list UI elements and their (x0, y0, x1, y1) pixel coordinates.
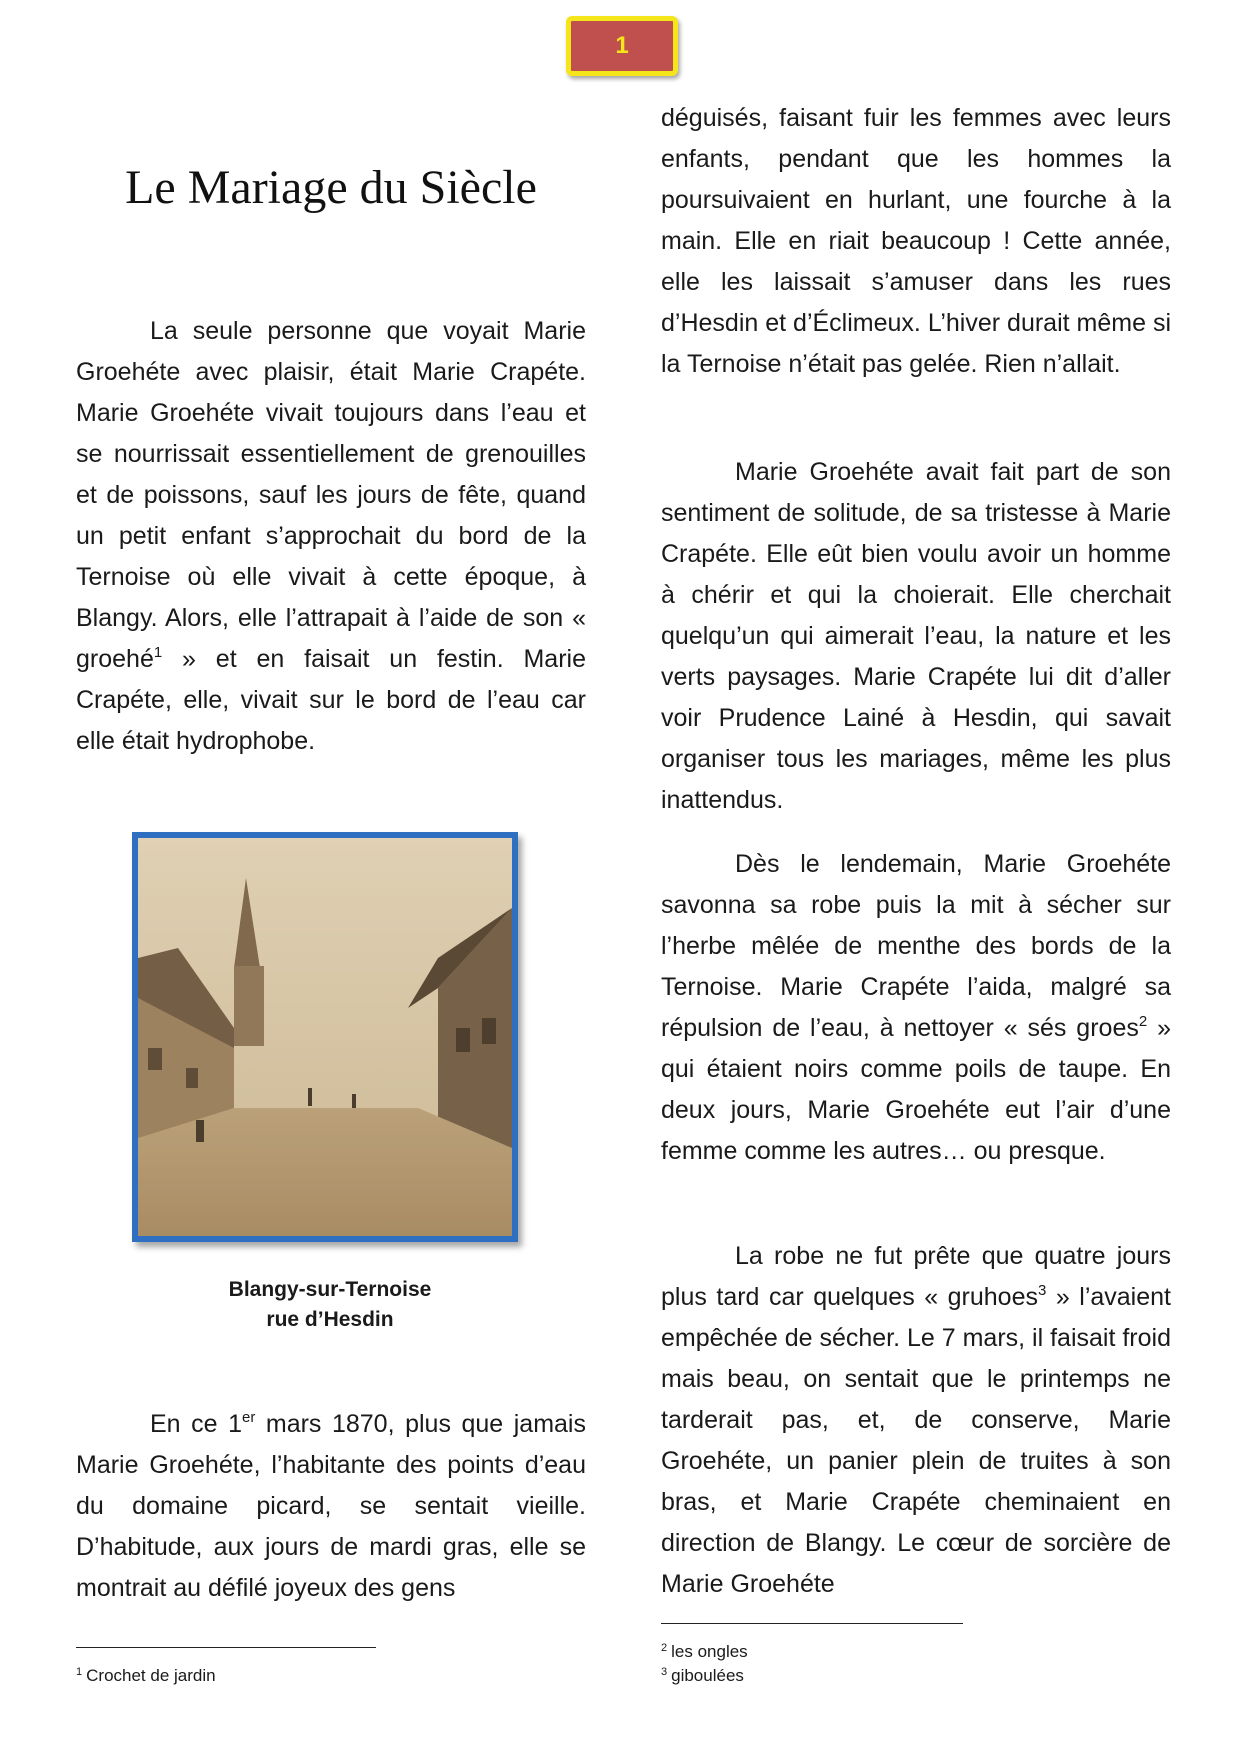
footnote-separator-right (661, 1623, 963, 1624)
right-paragraph-2: Marie Groehéte avait fait part de son sentiment de solitude, de sa tristesse à Marie Crapéte. Elle eût bien voulu avoir un homme à chérir et qui la choierait. Elle cherchait quelqu’un qui aimerait l’eau, la nature et les verts paysages. Marie Crapéte lui dit d’aller voir Prudence Lainé à Hesdin, qui savait organiser tous les mariages, même les plus inattendus. (661, 458, 1171, 814)
right-paragraph-1: déguisés, faisant fuir les femmes avec leurs enfants, pendant que les hommes la poursuivaient en hurlant, une fourche à la main. Elle en riait beaucoup ! Cette année, elle les laissait s’amuser dans les rues d’Hesdin et d’Éclimeux. L’hiver durait même si la Ternoise n’était pas gelée. Rien n’allait. (661, 104, 1171, 378)
photo-blangy-street (132, 832, 518, 1242)
footnote-separator-left (76, 1647, 376, 1648)
caption-line-2: rue d’Hesdin (266, 1308, 394, 1331)
page-title: Le Mariage du Siècle (125, 161, 537, 214)
photo-caption (132, 1275, 528, 1335)
right-paragraph-4: La robe ne fut prête que quatre jours plus tard car quelques « gruhoes$^3$ » l’avaient empêchée de sécher. Le 7 mars, il faisait froid mais beau, on sentait que le printemps ne tarderait pas, et, de conserve, Marie Groehéte, un panier plein de truites à son bras, et Marie Crapéte cheminaient en direction de Blangy. Le cœur de sorcière de Marie Groehéte (661, 1242, 1171, 1598)
right-paragraph-3: Dès le lendemain, Marie Groehéte savonna sa robe puis la mit à sécher sur l’herbe mêlée de menthe des bords de la Ternoise. Marie Crapéte l’aida, malgré sa répulsion de l’eau, à nettoyer « sés groes$^2$ » qui étaient noirs comme poils de taupe. En deux jours, Marie Groehéte eut l’air d’une femme comme les autres… ou presque. (661, 850, 1171, 1165)
page-number-badge (566, 16, 678, 76)
caption-line-1: Blangy-sur-Ternoise (228, 1278, 432, 1301)
left-paragraph-1: La seule personne que voyait Marie Groehéte avec plaisir, était Marie Crapéte. Marie Groehéte vivait toujours dans l’eau et se nourrissait essentiellement de grenouilles et de poissons, sauf les jours de fête, quand un petit enfant s’approchait du bord de la Ternoise où elle vivait à cette époque, à Blangy. Alors, elle l’attrapait à l’aide de son « groehé$^1$ » et en faisait un festin. Marie Crapéte, elle, vivait sur le bord de l’eau car elle était hydrophobe. (76, 317, 586, 755)
page-number: 1 (615, 32, 629, 59)
footnote-1: $^1$ Crochet de jardin (76, 1666, 216, 1685)
footnote-3: $^3$ giboulées (661, 1666, 744, 1685)
footnote-ref-3[interactable]: 3 (1037, 1282, 1047, 1299)
sepia-photo-image (138, 838, 512, 1236)
footnote-2: $^2$ les ongles (661, 1642, 748, 1661)
footnote-ref-1[interactable]: 1 (153, 644, 163, 661)
footnote-ref-2[interactable]: 2 (1138, 1013, 1148, 1030)
ordinal-superscript: er (241, 1409, 256, 1426)
left-paragraph-2: En ce 1er mars 1870, plus que jamais Marie Groehéte, l’habitante des points d’eau du domaine picard, se sentait vieille. D’habitude, aux jours de mardi gras, elle se montrait au défilé joyeux des gens (76, 1409, 586, 1602)
